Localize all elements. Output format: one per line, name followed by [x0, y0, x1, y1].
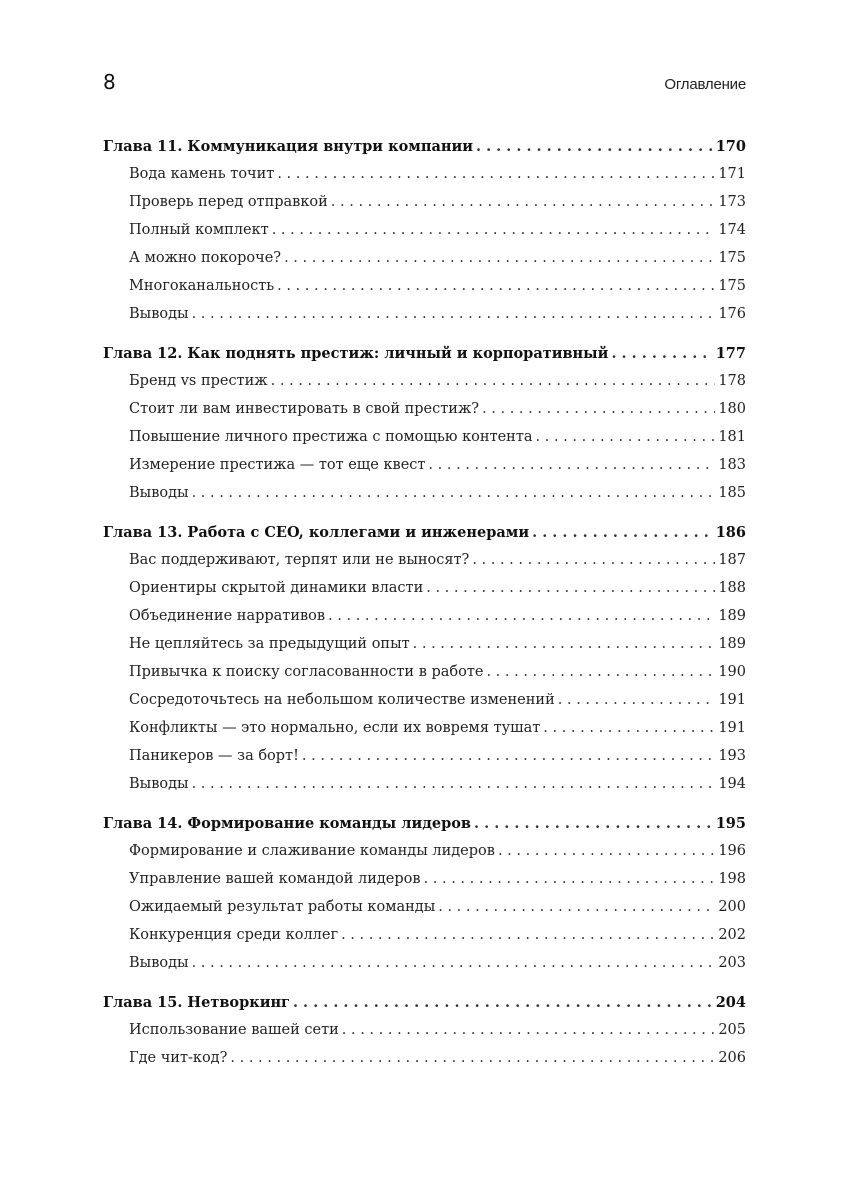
toc-chapter-heading-page: 204 [715, 994, 746, 1011]
toc-chapter-heading-page: 177 [715, 345, 746, 362]
toc-chapter-heading-title: Глава 13. Работа с CEO, коллегами и инженерами [103, 524, 530, 541]
dot-leader [543, 720, 715, 736]
toc-chapter-heading-page: 170 [715, 138, 746, 155]
toc-section-page: 189 [718, 636, 746, 652]
toc-section[interactable] [103, 306, 746, 334]
toc-section-page: 190 [718, 664, 746, 680]
toc-section-title: Повышение личного престижа с помощью контента [129, 429, 533, 445]
toc-section-page: 175 [718, 278, 746, 294]
dot-leader [536, 429, 716, 445]
toc-section[interactable] [103, 720, 746, 748]
toc-section[interactable] [103, 664, 746, 692]
toc-section-title: Ориентиры скрытой динамики власти [129, 580, 424, 596]
toc-section-title: Не цепляйтесь за предыдущий опыт [129, 636, 410, 652]
dot-leader [476, 138, 713, 155]
dot-leader [192, 955, 716, 971]
toc-section-page: 191 [718, 692, 746, 708]
dot-leader [438, 899, 715, 915]
toc-section[interactable] [103, 166, 746, 194]
toc-section[interactable] [103, 776, 746, 804]
toc-section-page: 185 [718, 485, 746, 501]
toc-chapter [103, 138, 746, 334]
toc-section-title: Многоканальность [129, 278, 275, 294]
toc-section-page: 174 [718, 222, 746, 238]
toc-section-page: 188 [718, 580, 746, 596]
dot-leader [426, 580, 715, 596]
toc-chapter-heading[interactable] [103, 138, 746, 166]
toc-section-page: 173 [718, 194, 746, 210]
toc-section[interactable] [103, 194, 746, 222]
toc-chapter [103, 345, 746, 513]
toc-section-page: 193 [718, 748, 746, 764]
toc-chapter-heading-title: Глава 12. Как поднять престиж: личный и корпоративный [103, 345, 609, 362]
toc-chapter-heading[interactable] [103, 815, 746, 843]
toc-section[interactable] [103, 429, 746, 457]
toc-chapter-heading-page: 195 [715, 815, 746, 832]
toc-section-page: 176 [718, 306, 746, 322]
toc-section-title: Ожидаемый результат работы команды [129, 899, 436, 915]
toc-section[interactable] [103, 552, 746, 580]
dot-leader [192, 485, 716, 501]
dot-leader [302, 748, 715, 764]
toc-section-page: 187 [718, 552, 746, 568]
dot-leader [284, 250, 715, 266]
toc-section-title: Выводы [129, 776, 189, 792]
dot-leader [293, 994, 713, 1011]
dot-leader [413, 636, 716, 652]
dot-leader [498, 843, 715, 859]
toc-section[interactable] [103, 580, 746, 608]
toc-section[interactable] [103, 927, 746, 955]
dot-leader [192, 776, 716, 792]
page-header [103, 70, 746, 100]
toc-section[interactable] [103, 636, 746, 664]
toc-section-title: Конфликты — это нормально, если их вовремя тушат [129, 720, 541, 736]
toc-chapter-heading[interactable] [103, 524, 746, 552]
table-of-contents [103, 138, 746, 1089]
toc-chapter [103, 994, 746, 1078]
toc-chapter-heading-title: Глава 14. Формирование команды лидеров [103, 815, 472, 832]
toc-section-title: Сосредоточьтесь на небольшом количестве изменений [129, 692, 555, 708]
toc-section[interactable] [103, 692, 746, 720]
dot-leader [474, 815, 713, 832]
running-title: Оглавление [664, 76, 746, 93]
toc-chapter-heading[interactable] [103, 994, 746, 1022]
toc-chapter [103, 815, 746, 983]
toc-section-title: Использование вашей сети [129, 1022, 339, 1038]
toc-section-page: 194 [718, 776, 746, 792]
toc-chapter-heading[interactable] [103, 345, 746, 373]
dot-leader [341, 927, 715, 943]
dot-leader [272, 222, 716, 238]
dot-leader [486, 664, 715, 680]
toc-section[interactable] [103, 955, 746, 983]
toc-section-title: Выводы [129, 955, 189, 971]
toc-section-page: 205 [718, 1022, 746, 1038]
toc-section-page: 171 [718, 166, 746, 182]
toc-section-page: 200 [718, 899, 746, 915]
toc-section-page: 175 [718, 250, 746, 266]
toc-section-title: А можно покороче? [129, 250, 282, 266]
toc-section-title: Полный комплект [129, 222, 269, 238]
toc-chapter-heading-title: Глава 11. Коммуникация внутри компании [103, 138, 473, 155]
dot-leader [230, 1050, 715, 1066]
toc-section-page: 203 [718, 955, 746, 971]
toc-section-title: Выводы [129, 306, 189, 322]
toc-section-page: 202 [718, 927, 746, 943]
dot-leader [271, 373, 716, 389]
toc-section-page: 198 [718, 871, 746, 887]
toc-section[interactable] [103, 608, 746, 636]
toc-section-title: Вода камень точит [129, 166, 275, 182]
dot-leader [277, 278, 715, 294]
dot-leader [277, 166, 715, 182]
toc-section-title: Паникеров — за борт! [129, 748, 299, 764]
dot-leader [558, 692, 716, 708]
toc-section-page: 178 [718, 373, 746, 389]
toc-section[interactable] [103, 401, 746, 429]
toc-section-title: Проверь перед отправкой [129, 194, 328, 210]
toc-section[interactable] [103, 871, 746, 899]
toc-section-title: Объединение нарративов [129, 608, 326, 624]
toc-section[interactable] [103, 1050, 746, 1078]
page-number: 8 [103, 70, 116, 94]
toc-chapter-heading-title: Глава 15. Нетворкинг [103, 994, 290, 1011]
toc-section-title: Бренд vs престиж [129, 373, 268, 389]
toc-section[interactable] [103, 457, 746, 485]
toc-section-title: Измерение престижа — тот еще квест [129, 457, 426, 473]
toc-section[interactable] [103, 250, 746, 278]
dot-leader [482, 401, 715, 417]
toc-section[interactable] [103, 222, 746, 250]
toc-section-title: Стоит ли вам инвестировать в свой престиж? [129, 401, 480, 417]
toc-section[interactable] [103, 278, 746, 306]
toc-section-title: Формирование и слаживание команды лидеров [129, 843, 495, 859]
toc-section-title: Управление вашей командой лидеров [129, 871, 421, 887]
toc-chapter [103, 524, 746, 804]
toc-section[interactable] [103, 485, 746, 513]
toc-section-page: 196 [718, 843, 746, 859]
dot-leader [428, 457, 715, 473]
toc-section-title: Вас поддерживают, терпят или не выносят? [129, 552, 470, 568]
dot-leader [328, 608, 715, 624]
dot-leader [342, 1022, 716, 1038]
toc-section-page: 191 [718, 720, 746, 736]
toc-section-title: Привычка к поиску согласованности в работе [129, 664, 484, 680]
toc-section[interactable] [103, 1022, 746, 1050]
toc-section[interactable] [103, 899, 746, 927]
toc-section-title: Выводы [129, 485, 189, 501]
toc-section[interactable] [103, 748, 746, 776]
toc-chapter-heading-page: 186 [715, 524, 746, 541]
toc-section-page: 206 [718, 1050, 746, 1066]
toc-section-page: 189 [718, 608, 746, 624]
toc-section[interactable] [103, 843, 746, 871]
toc-section[interactable] [103, 373, 746, 401]
dot-leader [472, 552, 715, 568]
dot-leader [532, 524, 713, 541]
dot-leader [331, 194, 716, 210]
toc-section-page: 181 [718, 429, 746, 445]
dot-leader [611, 345, 712, 362]
toc-section-title: Конкуренция среди коллег [129, 927, 339, 943]
toc-section-page: 180 [718, 401, 746, 417]
toc-section-title: Где чит-код? [129, 1050, 228, 1066]
toc-section-page: 183 [718, 457, 746, 473]
dot-leader [192, 306, 716, 322]
dot-leader [424, 871, 716, 887]
